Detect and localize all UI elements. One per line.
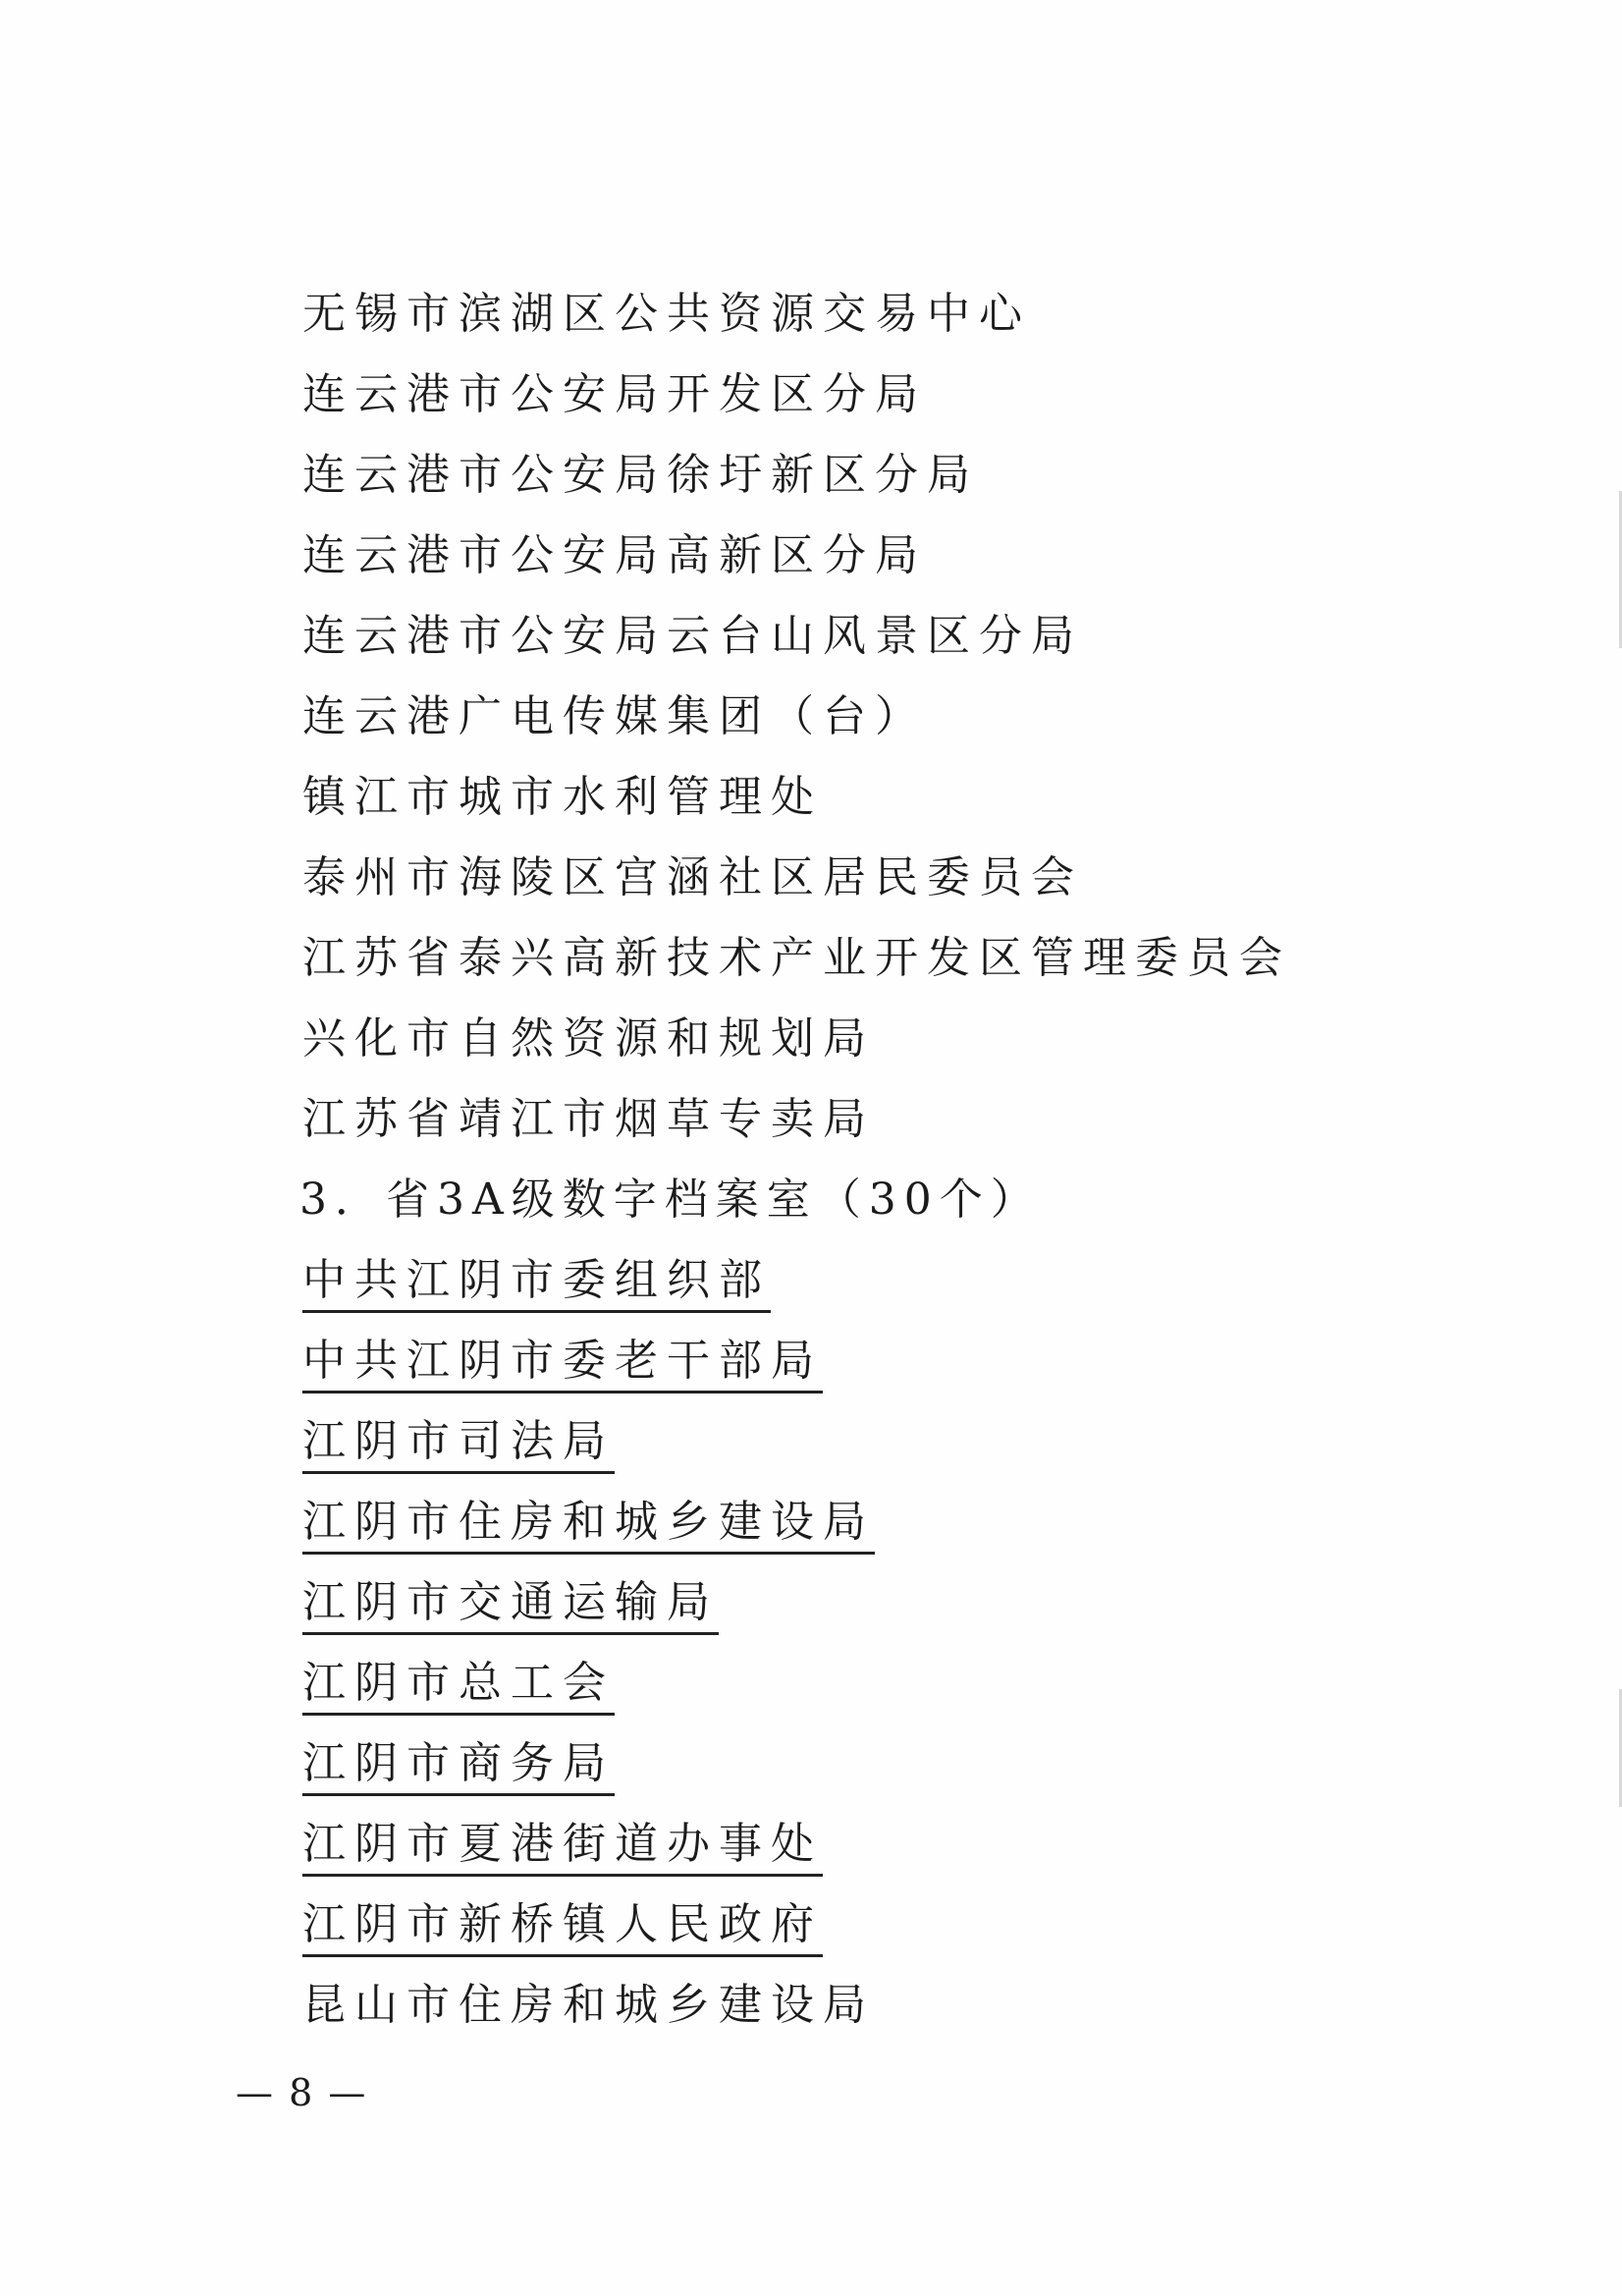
list-item: 连云港市公安局云台山风景区分局 xyxy=(302,611,1083,661)
list-item: 兴化市自然资源和规划局 xyxy=(302,1013,875,1064)
list-item-underlined: 江阴市司法局 xyxy=(302,1414,615,1474)
list-item-underlined: 江阴市新桥镇人民政府 xyxy=(302,1897,823,1957)
list-item-underlined: 中共江阴市委组织部 xyxy=(302,1253,771,1313)
list-item: 连云港市公安局徐圩新区分局 xyxy=(302,450,979,500)
list-item: 镇江市城市水利管理处 xyxy=(302,772,823,822)
list-item-underlined: 中共江阴市委老干部局 xyxy=(302,1334,823,1394)
list-item: 连云港市公安局高新区分局 xyxy=(302,530,927,580)
section-heading: 3．省3A级数字档案室（30个） xyxy=(299,1175,1042,1225)
page-number: — 8 — xyxy=(236,2071,368,2114)
list-item: 无锡市滨湖区公共资源交易中心 xyxy=(302,289,1031,339)
list-item: 泰州市海陵区宫涵社区居民委员会 xyxy=(302,852,1083,902)
list-item: 昆山市住房和城乡建设局 xyxy=(302,1980,875,2030)
list-item-underlined: 江阴市住房和城乡建设局 xyxy=(302,1495,875,1555)
list-item-underlined: 江阴市夏港街道办事处 xyxy=(302,1817,823,1877)
list-item: 连云港市公安局开发区分局 xyxy=(302,369,927,419)
list-item-underlined: 江阴市交通运输局 xyxy=(302,1575,719,1635)
list-item: 江苏省靖江市烟草专卖局 xyxy=(302,1094,875,1144)
list-item-underlined: 江阴市商务局 xyxy=(302,1736,615,1796)
list-item-underlined: 江阴市总工会 xyxy=(302,1656,615,1716)
list-item: 连云港广电传媒集团（台） xyxy=(302,691,927,741)
list-item: 江苏省泰兴高新技术产业开发区管理委员会 xyxy=(302,933,1291,983)
